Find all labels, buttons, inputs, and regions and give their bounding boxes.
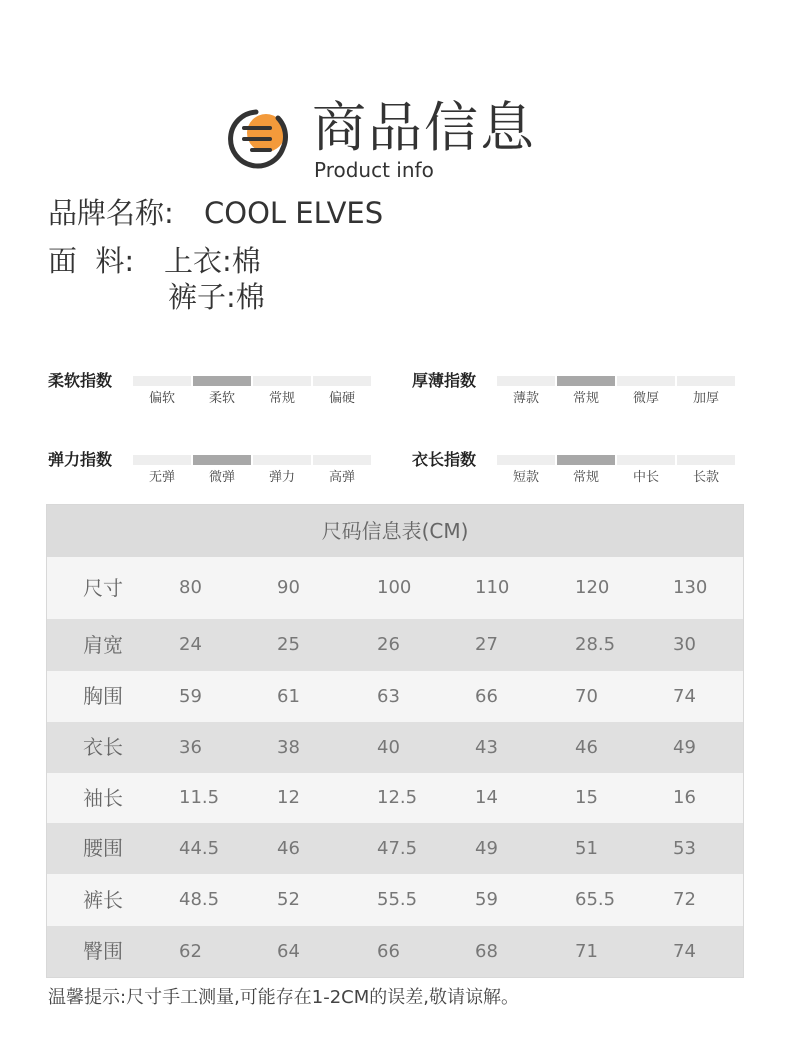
table-cell: 48.5 xyxy=(179,889,220,910)
scale-option: 无弹 xyxy=(148,470,175,485)
scale-option: 常规 xyxy=(268,391,295,406)
fabric-label: 面 料: xyxy=(48,244,135,278)
table-cell: 120 xyxy=(575,577,610,598)
size-table-title: 尺码信息表(CM) xyxy=(47,505,743,557)
table-cell: 68 xyxy=(475,941,498,962)
scale-segment xyxy=(253,376,311,386)
row-label: 腰围 xyxy=(83,836,123,860)
scale-segment xyxy=(313,376,371,386)
table-row xyxy=(47,926,743,977)
scale-segment xyxy=(617,455,675,465)
scale-option: 长款 xyxy=(692,470,719,485)
table-row xyxy=(47,874,743,926)
scale-segment xyxy=(497,455,555,465)
table-cell: 40 xyxy=(377,737,400,758)
table-cell: 28.5 xyxy=(575,634,616,655)
table-cell: 27 xyxy=(475,634,498,655)
row-label: 袖长 xyxy=(83,786,123,810)
table-cell: 53 xyxy=(673,838,696,859)
table-cell: 59 xyxy=(475,889,498,910)
scale-segment-selected xyxy=(193,455,251,465)
size-table xyxy=(46,504,744,978)
menu-lines-icon xyxy=(226,104,296,170)
table-cell: 130 xyxy=(673,577,708,598)
table-cell: 52 xyxy=(277,889,300,910)
scale-segment xyxy=(497,376,555,386)
scale-option: 高弹 xyxy=(328,470,355,485)
table-cell: 74 xyxy=(673,941,696,962)
table-cell: 36 xyxy=(179,737,202,758)
table-cell: 15 xyxy=(575,787,598,808)
table-cell: 70 xyxy=(575,686,598,707)
brand-line xyxy=(48,195,384,231)
index-scale-label: 厚薄指数 xyxy=(412,371,477,390)
table-cell: 72 xyxy=(673,889,696,910)
index-scale xyxy=(48,370,378,410)
pants-label: 裤子: xyxy=(168,280,236,314)
scale-option: 常规 xyxy=(572,391,599,406)
table-cell: 63 xyxy=(377,686,400,707)
table-cell: 61 xyxy=(277,686,300,707)
row-label: 裤长 xyxy=(83,888,123,912)
scale-segment-selected xyxy=(557,376,615,386)
pants-value: 棉 xyxy=(235,280,265,314)
table-cell: 66 xyxy=(377,941,400,962)
table-cell: 90 xyxy=(277,577,300,598)
scale-segment xyxy=(133,376,191,386)
fabric-line xyxy=(48,243,261,279)
table-cell: 46 xyxy=(277,838,300,859)
scale-segment xyxy=(677,455,735,465)
table-row xyxy=(47,722,743,773)
scale-option: 柔软 xyxy=(208,391,235,406)
table-row xyxy=(47,671,743,722)
table-cell: 59 xyxy=(179,686,202,707)
table-cell: 38 xyxy=(277,737,300,758)
table-cell: 46 xyxy=(575,737,598,758)
scale-option: 加厚 xyxy=(692,391,719,406)
table-cell: 80 xyxy=(179,577,202,598)
table-cell: 71 xyxy=(575,941,598,962)
scale-segment xyxy=(677,376,735,386)
table-cell: 66 xyxy=(475,686,498,707)
scale-option: 中长 xyxy=(632,470,659,485)
scale-segment-selected xyxy=(193,376,251,386)
table-cell: 14 xyxy=(475,787,498,808)
table-cell: 62 xyxy=(179,941,202,962)
scale-option: 偏硬 xyxy=(328,391,355,406)
table-row xyxy=(47,773,743,823)
index-scale xyxy=(412,370,742,410)
top-label: 上衣: xyxy=(164,244,232,278)
table-cell: 26 xyxy=(377,634,400,655)
page-title: 商品信息 xyxy=(312,96,536,159)
table-cell: 100 xyxy=(377,577,412,598)
index-scale-label: 柔软指数 xyxy=(48,371,113,390)
brand-label: 品牌名称: xyxy=(48,196,174,230)
table-cell: 51 xyxy=(575,838,598,859)
index-scale xyxy=(412,449,742,489)
row-label: 衣长 xyxy=(83,735,123,759)
table-cell: 30 xyxy=(673,634,696,655)
scale-option: 偏软 xyxy=(148,391,175,406)
table-cell: 43 xyxy=(475,737,498,758)
product-info-header xyxy=(0,96,790,186)
row-label: 臀围 xyxy=(83,939,123,963)
table-row xyxy=(47,619,743,671)
table-cell: 47.5 xyxy=(377,838,418,859)
scale-segment xyxy=(313,455,371,465)
index-scale-label: 衣长指数 xyxy=(412,450,477,469)
table-cell: 11.5 xyxy=(179,787,220,808)
table-cell: 24 xyxy=(179,634,202,655)
table-cell: 74 xyxy=(673,686,696,707)
table-cell: 49 xyxy=(673,737,696,758)
table-cell: 49 xyxy=(475,838,498,859)
top-fabric xyxy=(164,243,261,279)
table-cell: 12 xyxy=(277,787,300,808)
page-subtitle: Product info xyxy=(314,158,434,182)
scale-option: 微厚 xyxy=(632,391,659,406)
scale-option: 常规 xyxy=(572,470,599,485)
scale-segment-selected xyxy=(557,455,615,465)
table-row xyxy=(47,823,743,874)
table-cell: 12.5 xyxy=(377,787,418,808)
row-label: 胸围 xyxy=(83,684,123,708)
measurement-note: 温馨提示:尺寸手工测量,可能存在1-2CM的误差,敬请谅解。 xyxy=(48,987,520,1008)
table-cell: 64 xyxy=(277,941,300,962)
index-scale xyxy=(48,449,378,489)
table-row xyxy=(47,557,743,619)
scale-segment xyxy=(617,376,675,386)
table-cell: 55.5 xyxy=(377,889,418,910)
pants-fabric xyxy=(168,279,265,315)
row-label: 肩宽 xyxy=(83,633,123,657)
row-label: 尺寸 xyxy=(83,576,123,600)
scale-option: 微弹 xyxy=(208,470,235,485)
scale-segment xyxy=(133,455,191,465)
top-value: 棉 xyxy=(231,244,261,278)
brand-value: COOL ELVES xyxy=(204,196,384,230)
index-scale-label: 弹力指数 xyxy=(48,450,113,469)
scale-option: 短款 xyxy=(512,470,539,485)
scale-option: 薄款 xyxy=(512,391,539,406)
table-cell: 16 xyxy=(673,787,696,808)
scale-option: 弹力 xyxy=(268,470,295,485)
table-cell: 110 xyxy=(475,577,510,598)
table-cell: 65.5 xyxy=(575,889,616,910)
table-cell: 25 xyxy=(277,634,300,655)
scale-segment xyxy=(253,455,311,465)
table-cell: 44.5 xyxy=(179,838,220,859)
